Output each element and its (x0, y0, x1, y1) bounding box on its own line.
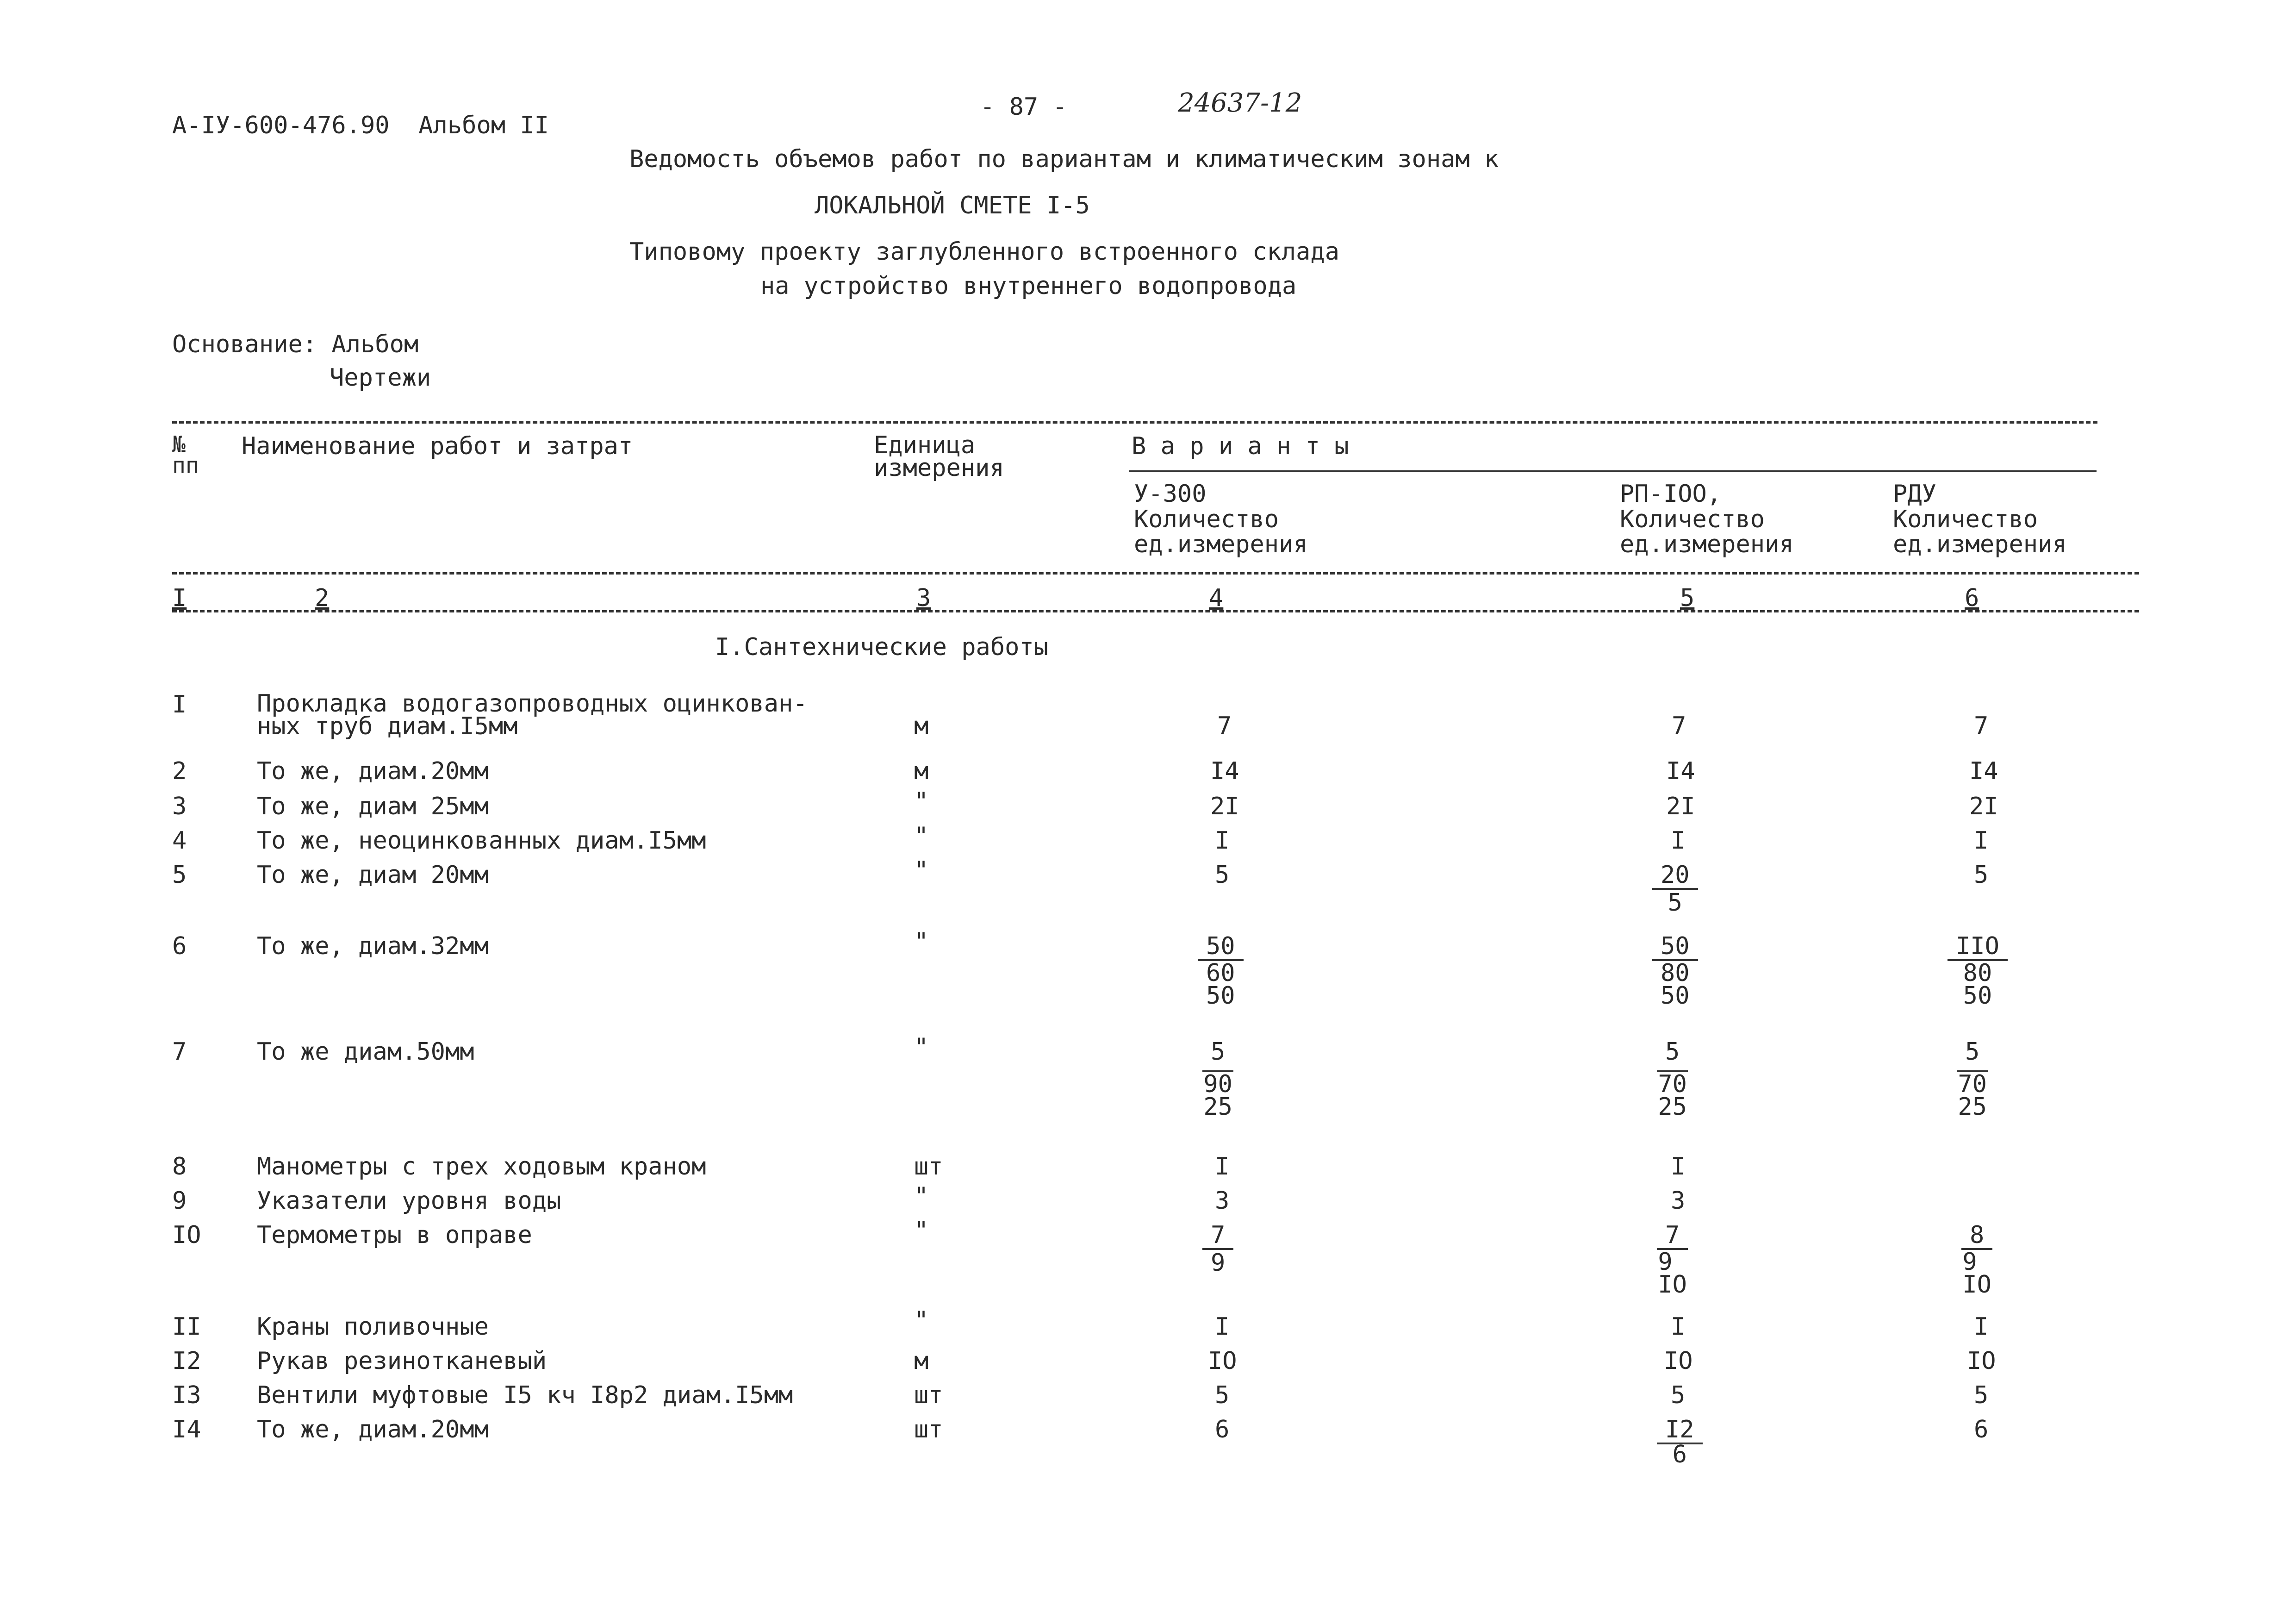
fraction-u300 (1198, 934, 1244, 1008)
row-unit: шт (914, 1381, 943, 1409)
fraction-numerator: 50 (1652, 934, 1698, 961)
document-code: А-IУ-600-476.90 Альбом II (172, 112, 549, 139)
fraction-denominator: 5 (1668, 889, 1682, 917)
row-unit: м (914, 712, 929, 740)
row-name: Рукав резинотканевый (257, 1347, 547, 1375)
value-u300: I4 (1210, 757, 1239, 785)
row-name: То же, неоцинкованных диам.I5мм (257, 827, 706, 855)
title-line-4: на устройство внутреннего водопровода (760, 272, 1297, 300)
row-unit: " (914, 1306, 929, 1334)
row-unit: шт (914, 1153, 943, 1181)
fraction-rp100 (1652, 934, 1698, 1008)
row-number: 4 (172, 827, 187, 855)
fraction-numerator: 7 (1202, 1223, 1233, 1250)
row-number: I (172, 691, 187, 718)
value-u300: IO (1208, 1347, 1237, 1375)
fraction-numerator: 5 (1202, 1040, 1233, 1072)
header-name: Наименование работ и затрат (242, 432, 633, 460)
fraction-denominator: 70 25 (1658, 1070, 1687, 1121)
value-u300: 7 (1217, 712, 1232, 740)
fraction-rp100 (1657, 1416, 1703, 1468)
row-unit: " (914, 1182, 929, 1210)
value-rp100: 5 (1671, 1381, 1686, 1409)
value-rdu: 5 (1974, 861, 1989, 889)
row-number: IO (172, 1221, 201, 1249)
value-rdu: 6 (1974, 1416, 1989, 1443)
column-number: 5 (1680, 584, 1695, 612)
value-rp100: 3 (1671, 1187, 1686, 1215)
header-variant-rdu: РДУ Количество ед.измерения (1893, 480, 2067, 559)
column-numbers-rule (172, 610, 2139, 612)
fraction-rp100 (1657, 1223, 1688, 1297)
fraction-rdu (1961, 1223, 1992, 1297)
row-number: I2 (172, 1347, 201, 1375)
value-rdu: 2I (1969, 793, 1998, 820)
fraction-denominator: 70 25 (1958, 1070, 1987, 1121)
column-number: 2 (315, 584, 330, 612)
row-number: 5 (172, 861, 187, 889)
row-name: Термометры в оправе (257, 1221, 532, 1249)
row-number: 7 (172, 1038, 187, 1066)
row-number: 8 (172, 1153, 187, 1181)
page-number: - 87 - (980, 93, 1067, 121)
fraction-numerator: IIO (1948, 934, 2008, 961)
column-number: 3 (916, 584, 931, 612)
row-number: II (172, 1313, 201, 1341)
fraction-rdu (1948, 934, 2008, 1008)
value-u300: 5 (1215, 1381, 1230, 1409)
fraction-denominator: 9 IO (1962, 1248, 1991, 1299)
value-rp100: I (1671, 1313, 1686, 1341)
handwritten-reference: 24637-12 (1178, 88, 1302, 118)
value-rp100: I (1671, 1153, 1686, 1181)
column-number: 4 (1209, 584, 1224, 612)
row-unit: " (914, 822, 929, 850)
header-variants: В а р и а н т ы (1132, 432, 1349, 460)
value-rp100: I (1671, 827, 1686, 855)
row-unit: " (914, 1217, 929, 1244)
header-bottom-rule (172, 572, 2139, 575)
fraction-denominator: 80 50 (1661, 959, 1690, 1010)
value-rp100: I4 (1666, 757, 1695, 785)
fraction-denominator: 60 50 (1206, 959, 1235, 1010)
row-unit: " (914, 928, 929, 956)
row-unit: " (914, 856, 929, 884)
value-u300: 2I (1210, 793, 1239, 820)
header-variant-rp100: РП-IOO, Количество ед.измерения (1620, 480, 1794, 559)
row-number: 3 (172, 793, 187, 820)
title-line-3: Типовому проекту заглубленного встроенного склада (629, 238, 1340, 266)
value-u300: 3 (1215, 1187, 1230, 1215)
header-num: № пп (172, 431, 199, 479)
title-line-1: Ведомость объемов работ по вариантам и климатическим зонам к (629, 145, 1499, 173)
value-rdu: I (1974, 827, 1989, 855)
row-unit: " (914, 1033, 929, 1061)
fraction-rp100 (1652, 863, 1698, 915)
value-u300: I (1215, 1153, 1230, 1181)
row-name: То же, диам.32мм (257, 932, 489, 960)
value-u300: I (1215, 827, 1230, 855)
value-rp100: 2I (1666, 793, 1695, 820)
value-u300: 5 (1215, 861, 1230, 889)
fraction-rp100 (1657, 1040, 1688, 1119)
header-variant-u300: У-300 Количество ед.измерения (1134, 480, 1308, 559)
fraction-u300 (1202, 1223, 1233, 1275)
row-name: Манометры с трех ходовым краном (257, 1153, 706, 1181)
fraction-denominator: 6 (1672, 1441, 1687, 1468)
fraction-rdu (1957, 1040, 1988, 1119)
column-number: 6 (1965, 584, 1979, 612)
fraction-numerator: I2 (1657, 1418, 1703, 1444)
value-rp100: IO (1664, 1347, 1693, 1375)
row-number: 2 (172, 757, 187, 785)
value-u300: I (1215, 1313, 1230, 1341)
row-number: 6 (172, 932, 187, 960)
row-number: 9 (172, 1187, 187, 1215)
row-name: То же, диам 25мм (257, 793, 489, 820)
value-rdu: I (1974, 1313, 1989, 1341)
value-rdu: 7 (1974, 712, 1989, 740)
value-rdu: IO (1967, 1347, 1996, 1375)
fraction-denominator: 80 50 (1963, 959, 1992, 1010)
section-title: I.Сантехнические работы (715, 633, 1049, 661)
row-unit: м (914, 1347, 929, 1375)
table-top-rule (172, 421, 2097, 424)
title-line-2: ЛОКАЛЬНОЙ СМЕТЕ I-5 (815, 192, 1090, 219)
row-name: То же диам.50мм (257, 1038, 474, 1066)
fraction-numerator: 7 (1657, 1223, 1688, 1250)
value-u300: 6 (1215, 1416, 1230, 1443)
fraction-numerator: 20 (1652, 863, 1698, 890)
row-unit: м (914, 757, 929, 785)
fraction-u300 (1202, 1040, 1233, 1119)
row-unit: шт (914, 1416, 943, 1443)
fraction-numerator: 50 (1198, 934, 1244, 961)
row-unit: " (914, 787, 929, 815)
fraction-denominator: 9 IO (1658, 1248, 1687, 1299)
value-rdu: I4 (1969, 757, 1998, 785)
variants-underline (1129, 470, 2097, 472)
row-name: Прокладка водогазопроводных оцинкован- ных труб диам.I5мм (257, 690, 808, 741)
column-number: I (172, 584, 187, 612)
fraction-numerator: 5 (1957, 1040, 1988, 1072)
fraction-denominator: 90 25 (1203, 1070, 1232, 1121)
value-rp100: 7 (1672, 712, 1686, 740)
row-name: То же, диам 20мм (257, 861, 489, 889)
row-number: I3 (172, 1381, 201, 1409)
fraction-numerator: 5 (1657, 1040, 1688, 1072)
header-unit: Единица измерения (874, 431, 1004, 482)
row-name: Указатели уровня воды (257, 1187, 561, 1215)
fraction-denominator: 9 (1211, 1249, 1226, 1277)
row-name: То же, диам.20мм (257, 757, 489, 785)
row-name: Краны поливочные (257, 1313, 489, 1341)
basis-line-2: Чертежи (330, 364, 431, 392)
row-number: I4 (172, 1416, 201, 1443)
row-name: Вентили муфтовые I5 кч I8р2 диам.I5мм (257, 1381, 793, 1409)
value-rdu: 5 (1974, 1381, 1989, 1409)
basis-label: Основание: Альбом (172, 331, 419, 358)
row-name: То же, диам.20мм (257, 1416, 489, 1443)
fraction-numerator: 8 (1961, 1223, 1992, 1250)
